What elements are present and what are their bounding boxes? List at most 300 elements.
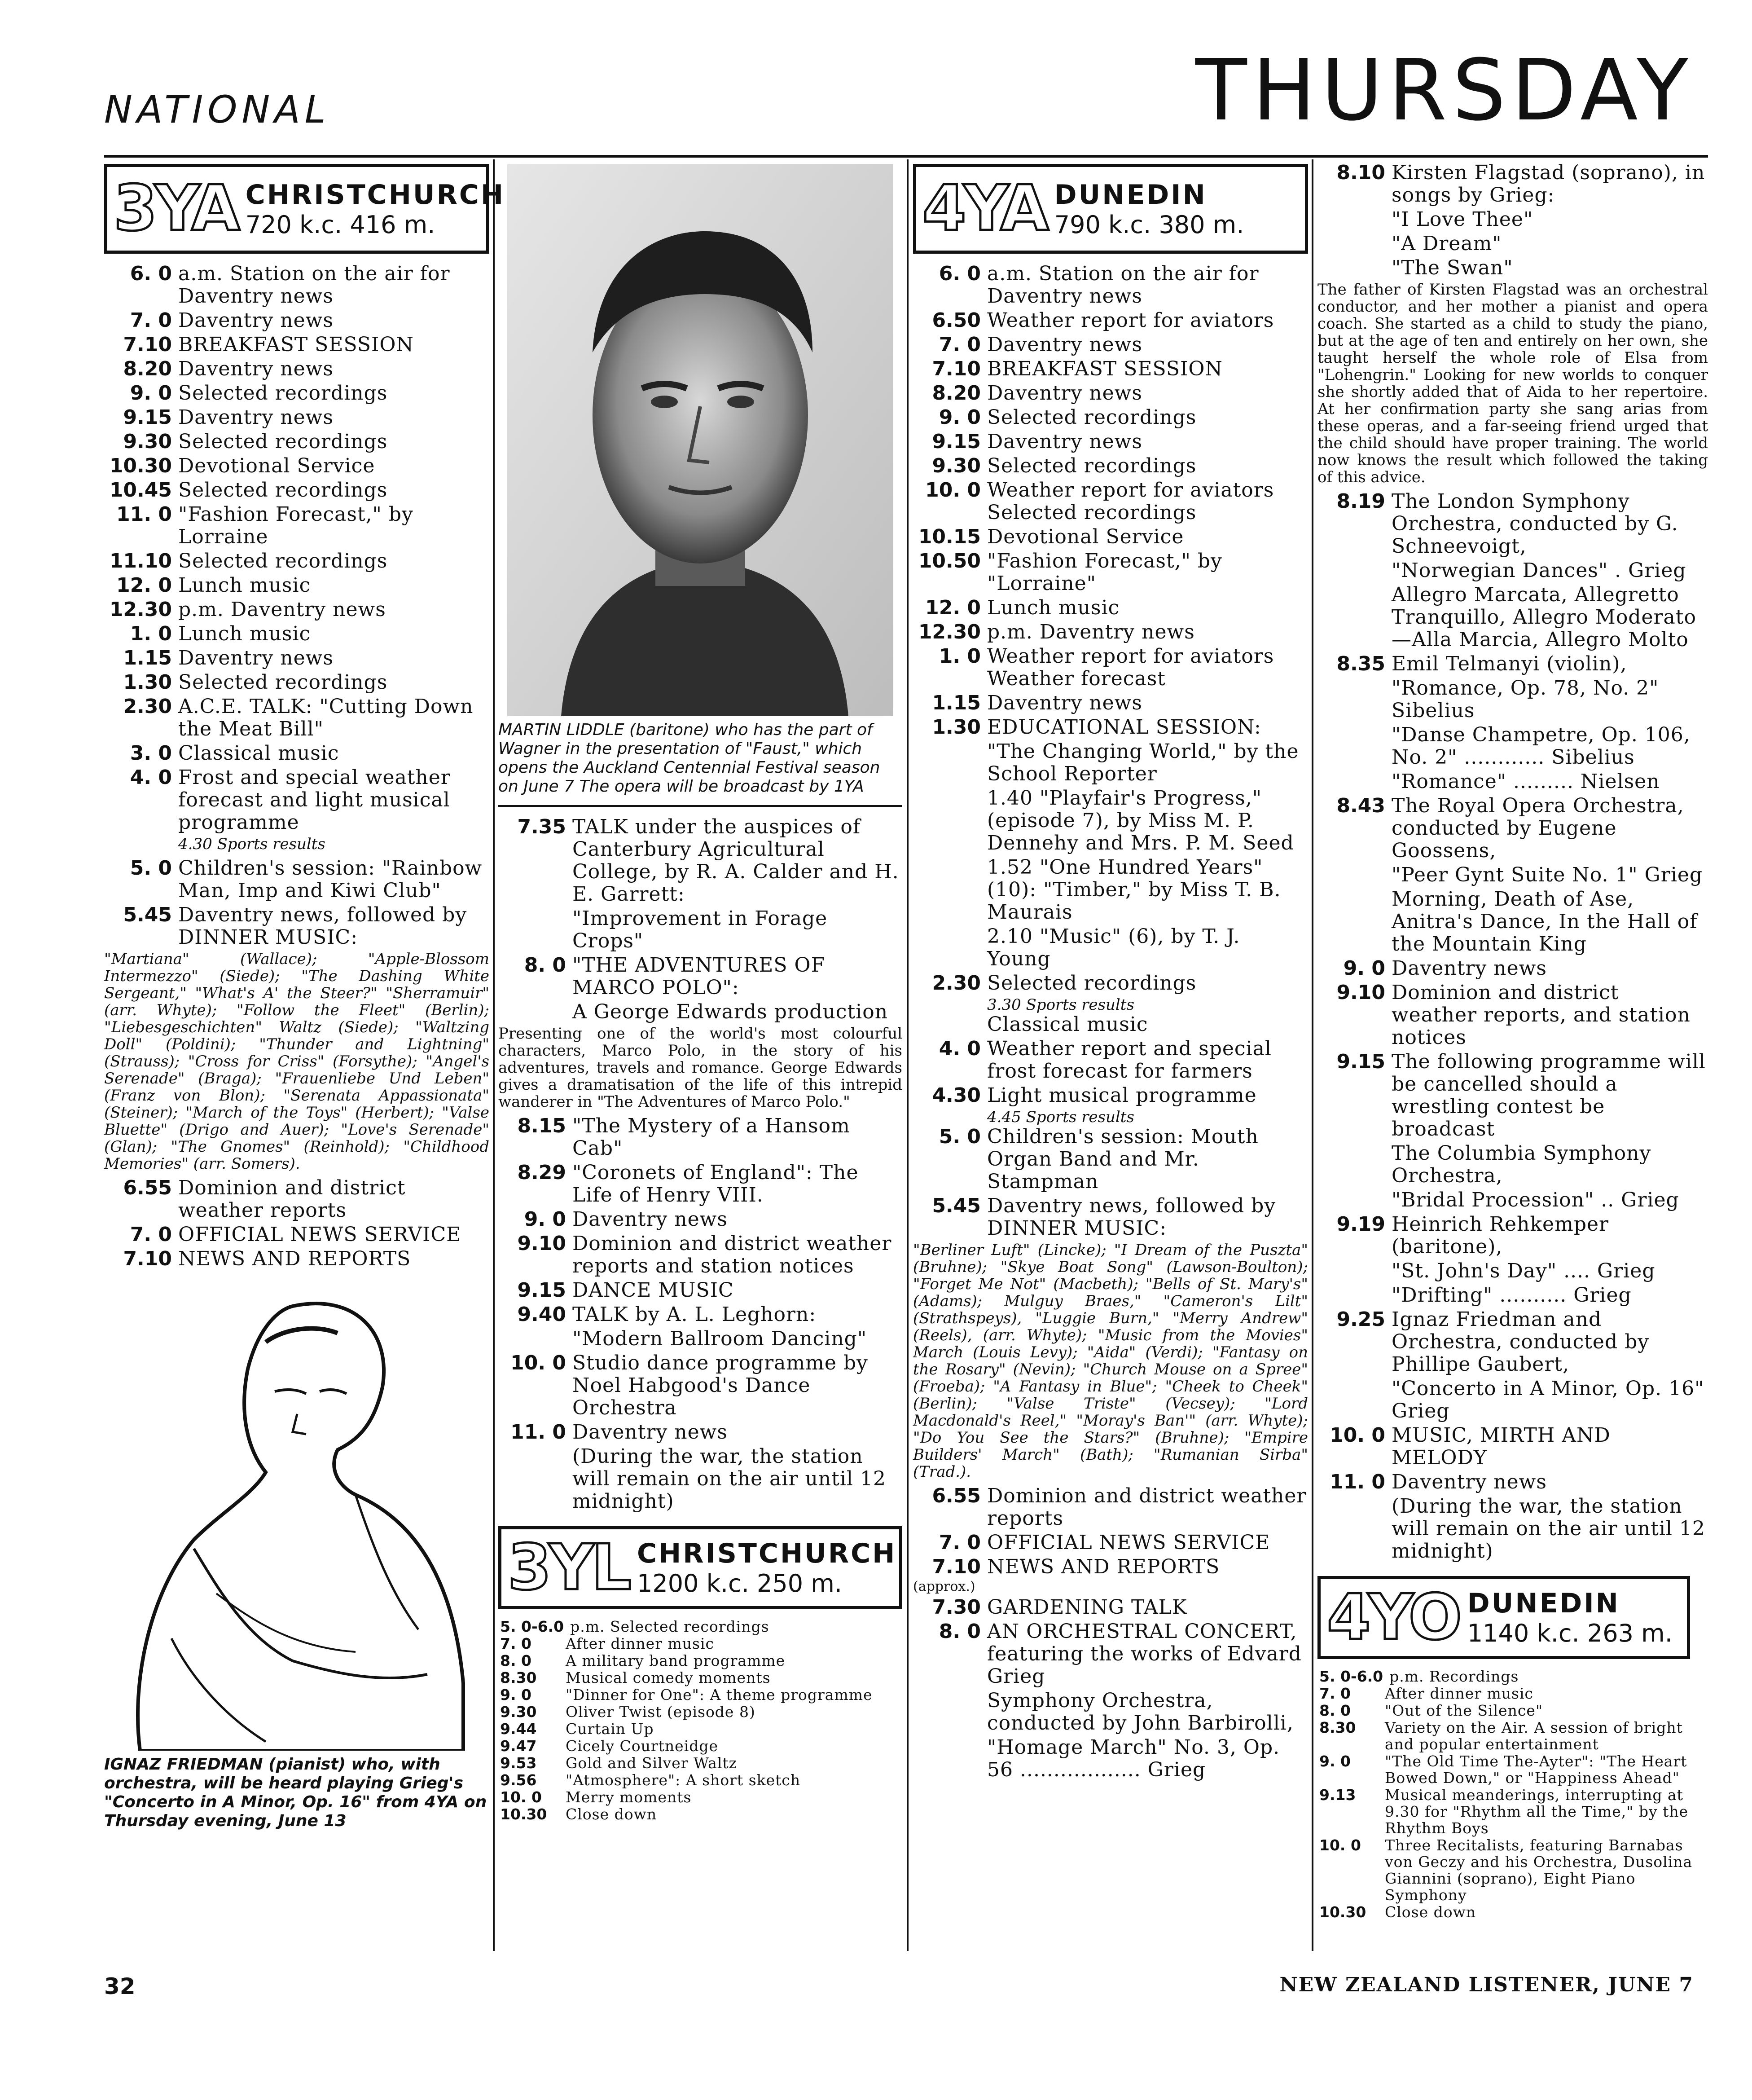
schedule-time: 9. 0 bbox=[500, 1686, 531, 1704]
schedule-time: 8. 0 bbox=[500, 1652, 531, 1669]
schedule-time: 8.10 bbox=[1336, 161, 1385, 184]
schedule-time: 7. 0 bbox=[939, 333, 981, 356]
schedule-time: 7. 0 bbox=[130, 309, 172, 332]
schedule-row bbox=[1317, 724, 1708, 769]
schedule-row bbox=[1317, 1378, 1708, 1422]
schedule-time: 9.15 bbox=[517, 1279, 566, 1302]
schedule-row bbox=[913, 1532, 1308, 1554]
schedule-row bbox=[913, 1126, 1308, 1193]
schedule-time: 11. 0 bbox=[116, 503, 172, 526]
schedule-row bbox=[913, 856, 1308, 924]
schedule-time: 10. 0 bbox=[500, 1788, 542, 1806]
schedule-time: 5.45 bbox=[932, 1194, 981, 1217]
schedule-time: 7. 0 bbox=[130, 1223, 172, 1246]
schedule-row bbox=[498, 1303, 902, 1326]
schedule-time: 1. 0 bbox=[939, 645, 981, 668]
schedule-item: Daventry news bbox=[178, 357, 334, 380]
schedule-time: 7.10 bbox=[932, 1555, 981, 1578]
schedule-item: EDUCATIONAL SESSION: bbox=[987, 716, 1261, 739]
schedule-row bbox=[498, 1704, 902, 1720]
schedule-time: 9. 0 bbox=[1343, 957, 1385, 980]
station-frequency: 1140 k.c. 263 m. bbox=[1467, 1619, 1673, 1647]
schedule-item: Daventry news bbox=[987, 333, 1142, 356]
schedule-row bbox=[913, 550, 1308, 595]
schedule-row bbox=[498, 1445, 902, 1513]
schedule-time: 9.53 bbox=[500, 1754, 537, 1772]
schedule-row bbox=[498, 1279, 902, 1302]
schedule-item: MUSIC, MIRTH AND MELODY bbox=[1392, 1424, 1611, 1469]
schedule-row bbox=[1317, 162, 1708, 207]
schedule-row bbox=[498, 907, 902, 952]
schedule-time: 8. 0 bbox=[1319, 1702, 1351, 1719]
schedule-item: Weather report for aviators Weather forecast bbox=[987, 645, 1274, 690]
schedule-time: 9.56 bbox=[500, 1771, 537, 1789]
schedule-item: "Improvement in Forage Crops" bbox=[572, 907, 828, 952]
schedule-time bbox=[913, 1690, 987, 1735]
schedule-time: 1. 0 bbox=[130, 622, 172, 645]
schedule-item: 1.52 "One Hundred Years" (10): "Timber," by Miss T. B. Maurais bbox=[987, 856, 1281, 924]
schedule-list bbox=[104, 263, 489, 834]
schedule-row bbox=[1317, 490, 1708, 558]
schedule-time: 9. 0 bbox=[1319, 1752, 1351, 1770]
schedule-item: Gold and Silver Waltz bbox=[566, 1754, 738, 1772]
column-4ya-continued bbox=[1317, 162, 1708, 1921]
schedule-time: 9.30 bbox=[932, 454, 981, 477]
schedule-time bbox=[913, 856, 987, 924]
schedule-time: 9.30 bbox=[500, 1703, 537, 1721]
schedule-time: 1.15 bbox=[932, 691, 981, 714]
schedule-time: 9. 0 bbox=[524, 1208, 566, 1231]
schedule-item: BREAKFAST SESSION bbox=[178, 333, 414, 356]
schedule-item: Musical meanderings, interrupting at 9.30 for "Rhythm all the Time," by the Rhythm Boys bbox=[1385, 1786, 1689, 1837]
schedule-time: 6. 0 bbox=[130, 262, 172, 285]
schedule-time: 9.10 bbox=[517, 1232, 566, 1255]
schedule-item: Close down bbox=[1385, 1903, 1476, 1921]
schedule-item: Heinrich Rehkemper (baritone), bbox=[1392, 1213, 1609, 1258]
schedule-time: 4. 0 bbox=[939, 1037, 981, 1060]
schedule-row bbox=[913, 382, 1308, 405]
schedule-row bbox=[1317, 559, 1708, 582]
schedule-row bbox=[1317, 208, 1708, 231]
station-logo-4yo bbox=[1317, 1576, 1690, 1659]
schedule-row bbox=[498, 954, 902, 999]
schedule-row bbox=[1317, 982, 1708, 1049]
schedule-row bbox=[498, 1162, 902, 1206]
schedule-item: "Dinner for One": A theme programme bbox=[566, 1686, 873, 1704]
schedule-time: 10.50 bbox=[918, 550, 981, 572]
schedule-row bbox=[1317, 1189, 1708, 1211]
schedule-row bbox=[913, 526, 1308, 548]
schedule-item: Weather report for aviators bbox=[987, 309, 1274, 332]
schedule-time: 8.19 bbox=[1336, 490, 1385, 513]
approx-note: (approx.) bbox=[913, 1579, 975, 1594]
schedule-row bbox=[104, 1177, 489, 1222]
schedule-row bbox=[913, 716, 1308, 739]
schedule-item: "Fashion Forecast," by "Lorraine" bbox=[987, 550, 1222, 595]
schedule-time: 9.25 bbox=[1336, 1308, 1385, 1331]
schedule-time: 9.47 bbox=[500, 1737, 537, 1755]
friedman-caption: IGNAZ FRIEDMAN (pianist) who, with orchestra, will be heard playing Grieg's "Concerto in A Minor, Op. 16" from 4YA on Thursday evening, June 13 bbox=[104, 1755, 487, 1830]
schedule-row bbox=[913, 309, 1308, 332]
schedule-row bbox=[913, 263, 1308, 308]
schedule-time bbox=[498, 1328, 572, 1350]
schedule-time: 10.30 bbox=[109, 454, 172, 477]
station-call-sign: 3YA bbox=[114, 172, 237, 245]
schedule-time: 7. 0 bbox=[939, 1531, 981, 1554]
schedule-row bbox=[104, 742, 489, 765]
schedule-item: Selected recordings bbox=[178, 430, 388, 453]
schedule-time: 8.35 bbox=[1336, 652, 1385, 675]
schedule-time: 7.35 bbox=[517, 815, 566, 838]
schedule-row bbox=[498, 1208, 902, 1231]
schedule-item: Weather report and special frost forecast for farmers bbox=[987, 1037, 1272, 1083]
schedule-time bbox=[913, 925, 987, 970]
schedule-list bbox=[913, 1485, 1308, 1578]
schedule-item: A.C.E. TALK: "Cutting Down the Meat Bill" bbox=[178, 695, 474, 740]
schedule-list bbox=[913, 263, 1308, 995]
schedule-row bbox=[498, 1755, 902, 1771]
schedule-item: The London Symphony Orchestra, conducted by G. Schneevoigt, bbox=[1392, 490, 1678, 558]
schedule-row bbox=[913, 1084, 1308, 1107]
schedule-time: 9.44 bbox=[500, 1720, 537, 1738]
schedule-item: p.m. Daventry news bbox=[178, 598, 386, 621]
schedule-row bbox=[104, 479, 489, 502]
schedule-item: Classical music bbox=[178, 742, 339, 765]
schedule-item: The following programme will be cancelled should a wrestling contest be broadcast bbox=[1392, 1050, 1706, 1140]
schedule-item: 1.40 "Playfair's Progress," (episode 7), by Miss M. P. Dennehy and Mrs. P. M. Seed bbox=[987, 787, 1294, 854]
schedule-item: Weather report for aviators Selected recordings bbox=[987, 479, 1274, 524]
schedule-row bbox=[913, 358, 1308, 380]
schedule-row bbox=[498, 1772, 902, 1788]
schedule-item: Close down bbox=[566, 1805, 657, 1823]
schedule-time: 9.10 bbox=[1336, 981, 1385, 1004]
station-call-sign: 4YA bbox=[922, 172, 1046, 245]
schedule-list bbox=[498, 816, 902, 1023]
liddle-caption: MARTIN LIDDLE (baritone) who has the part of Wagner in the presentation of "Faust," which opens the Auckland Centennial Festival season on June 7 The opera will be broadcast by 1YA bbox=[498, 721, 880, 796]
schedule-item: "Bridal Procession" .. Grieg bbox=[1392, 1189, 1679, 1211]
station-city: CHRISTCHURCH bbox=[637, 1538, 897, 1569]
schedule-row bbox=[913, 1038, 1308, 1083]
schedule-time: 8.43 bbox=[1336, 794, 1385, 817]
schedule-item: "Peer Gynt Suite No. 1" Grieg bbox=[1392, 863, 1703, 886]
schedule-time: 10. 0 bbox=[1319, 1836, 1361, 1854]
schedule-time: 10. 0 bbox=[925, 479, 981, 502]
schedule-item: NEWS AND REPORTS bbox=[987, 1555, 1220, 1578]
schedule-row bbox=[1317, 1668, 1708, 1685]
schedule-item: "Out of the Silence" bbox=[1385, 1702, 1543, 1719]
schedule-list bbox=[913, 1013, 1308, 1107]
schedule-item: 2.10 "Music" (6), by T. J. Young bbox=[987, 925, 1240, 970]
schedule-item: Selected recordings bbox=[178, 382, 388, 405]
schedule-row bbox=[104, 857, 489, 902]
top-rule bbox=[104, 155, 1708, 158]
schedule-time bbox=[498, 1001, 572, 1023]
schedule-time: 2.30 bbox=[932, 972, 981, 995]
schedule-row bbox=[1317, 584, 1708, 651]
schedule-time: 6.50 bbox=[932, 309, 981, 332]
schedule-row bbox=[104, 550, 489, 572]
schedule-item: "St. John's Day" .... Grieg bbox=[1392, 1259, 1655, 1282]
schedule-row bbox=[1317, 677, 1708, 722]
schedule-time: 10.30 bbox=[1319, 1903, 1366, 1921]
schedule-time bbox=[1317, 584, 1392, 651]
schedule-time bbox=[913, 1736, 987, 1781]
station-city: DUNEDIN bbox=[1054, 179, 1207, 211]
schedule-time: 6.55 bbox=[932, 1484, 981, 1507]
schedule-item: Selected recordings bbox=[987, 406, 1197, 429]
schedule-item: Selected recordings bbox=[178, 671, 388, 694]
schedule-row bbox=[1317, 864, 1708, 886]
schedule-row bbox=[498, 1635, 902, 1652]
schedule-item: "Fashion Forecast," by Lorraine bbox=[178, 503, 413, 548]
schedule-time bbox=[1317, 208, 1392, 231]
schedule-row bbox=[1317, 257, 1708, 279]
schedule-time: 10.30 bbox=[500, 1805, 547, 1823]
schedule-row bbox=[913, 692, 1308, 714]
schedule-row bbox=[1317, 1051, 1708, 1140]
schedule-row bbox=[498, 1352, 902, 1419]
schedule-item: Oliver Twist (episode 8) bbox=[566, 1703, 755, 1721]
schedule-row bbox=[1317, 957, 1708, 980]
schedule-item: "Coronets of England": The Life of Henry VIII. bbox=[572, 1161, 859, 1206]
schedule-item: BREAKFAST SESSION bbox=[987, 357, 1223, 380]
schedule-item: Daventry news bbox=[572, 1421, 728, 1444]
schedule-time bbox=[913, 1013, 987, 1036]
schedule-list-small bbox=[1317, 1668, 1708, 1920]
schedule-time: 9. 0 bbox=[939, 406, 981, 429]
schedule-row bbox=[913, 597, 1308, 619]
sports-note: 4.45 Sports results bbox=[987, 1108, 1134, 1126]
schedule-item: Light musical programme bbox=[987, 1084, 1257, 1107]
schedule-item: OFFICIAL NEWS SERVICE bbox=[178, 1223, 461, 1246]
schedule-time: 2.30 bbox=[123, 695, 172, 718]
schedule-item: "Romance, Op. 78, No. 2" Sibelius bbox=[1392, 677, 1659, 722]
schedule-item: Frost and special weather forecast and light musical programme bbox=[178, 766, 451, 834]
schedule-item: Daventry news bbox=[178, 647, 334, 669]
schedule-item: "A Dream" bbox=[1392, 232, 1502, 255]
schedule-row bbox=[913, 925, 1308, 970]
schedule-time: 9. 0 bbox=[130, 382, 172, 405]
schedule-row bbox=[104, 406, 489, 429]
schedule-row bbox=[913, 1485, 1308, 1530]
schedule-time: 9.19 bbox=[1336, 1213, 1385, 1236]
schedule-row bbox=[1317, 1424, 1708, 1469]
schedule-item: Selected recordings bbox=[178, 479, 388, 502]
schedule-time: 5.45 bbox=[123, 903, 172, 926]
schedule-item: After dinner music bbox=[566, 1635, 715, 1652]
schedule-item: Selected recordings bbox=[987, 972, 1197, 995]
schedule-row bbox=[1317, 1904, 1708, 1920]
schedule-time: 8. 0 bbox=[524, 954, 566, 977]
schedule-list bbox=[913, 1126, 1308, 1240]
schedule-item: Daventry news, followed by DINNER MUSIC: bbox=[178, 903, 467, 949]
schedule-row bbox=[1317, 1685, 1708, 1702]
schedule-item: Variety on the Air. A session of bright and popular entertainment bbox=[1385, 1719, 1683, 1753]
schedule-row bbox=[913, 406, 1308, 429]
schedule-row bbox=[913, 455, 1308, 477]
station-city: CHRISTCHURCH bbox=[245, 179, 505, 211]
schedule-row bbox=[913, 1556, 1308, 1578]
schedule-item: DANCE MUSIC bbox=[572, 1279, 734, 1302]
schedule-item: Kirsten Flagstad (soprano), in songs by Grieg: bbox=[1392, 161, 1705, 207]
marco-polo-note: Presenting one of the world's most colourful characters, Marco Polo, in the story of his adventures, travels and romance. George Edwards gives a dramatisation of the life of this intrepid wanderer in "The Adventures of Marco Polo." bbox=[498, 1025, 902, 1111]
column-3ya-continued bbox=[498, 164, 902, 1823]
schedule-item: Lunch music bbox=[987, 596, 1120, 619]
schedule-time bbox=[913, 740, 987, 785]
schedule-item: Merry moments bbox=[566, 1788, 692, 1806]
schedule-item: "The Old Time The-Ayter": "The Heart Bowed Down," or "Happiness Ahead" bbox=[1385, 1752, 1687, 1787]
schedule-row bbox=[1317, 233, 1708, 255]
schedule-item: The Royal Opera Orchestra, conducted by Eugene Goossens, bbox=[1392, 794, 1684, 862]
schedule-list bbox=[913, 1596, 1308, 1781]
schedule-time: 9.15 bbox=[123, 406, 172, 429]
schedule-row bbox=[498, 1686, 902, 1703]
station-logo-3yl bbox=[498, 1526, 902, 1609]
schedule-item: Morning, Death of Ase, Anitra's Dance, In the Hall of the Mountain King bbox=[1392, 888, 1698, 955]
schedule-row bbox=[498, 1652, 902, 1669]
schedule-time: 7.10 bbox=[932, 357, 981, 380]
schedule-item: Daventry news bbox=[987, 691, 1142, 714]
schedule-row bbox=[498, 1001, 902, 1023]
schedule-row bbox=[1317, 1787, 1708, 1836]
schedule-time bbox=[1317, 1378, 1392, 1422]
schedule-item: "THE ADVENTURES OF MARCO POLO": bbox=[572, 954, 826, 999]
schedule-row bbox=[104, 671, 489, 694]
schedule-item: "Homage March" No. 3, Op. 56 .................. Grieg bbox=[987, 1736, 1280, 1781]
schedule-row bbox=[913, 645, 1308, 690]
schedule-item: Selected recordings bbox=[178, 550, 388, 572]
schedule-row bbox=[498, 1738, 902, 1754]
schedule-time: 5. 0-6.0 bbox=[500, 1618, 564, 1635]
schedule-time bbox=[1317, 677, 1392, 722]
sports-note: 4.30 Sports results bbox=[178, 835, 325, 853]
schedule-list bbox=[498, 1115, 902, 1513]
schedule-row bbox=[913, 621, 1308, 643]
schedule-item: Dominion and district weather reports and station notices bbox=[572, 1232, 892, 1277]
schedule-row bbox=[1317, 1702, 1708, 1719]
schedule-item: "Drifting" .......... Grieg bbox=[1392, 1284, 1632, 1307]
schedule-item: a.m. Station on the air for Daventry news bbox=[987, 262, 1259, 308]
schedule-row bbox=[498, 1618, 902, 1635]
schedule-time: 11.10 bbox=[109, 550, 172, 572]
schedule-row bbox=[498, 1789, 902, 1805]
schedule-time bbox=[1317, 1495, 1392, 1563]
publication-footer: NEW ZEALAND LISTENER, JUNE 7 bbox=[1279, 1973, 1694, 1996]
schedule-item: "The Changing World," by the School Reporter bbox=[987, 740, 1299, 785]
schedule-item: Musical comedy moments bbox=[566, 1669, 771, 1686]
schedule-time: 3. 0 bbox=[130, 742, 172, 765]
station-logo-3ya bbox=[104, 164, 505, 254]
station-call-sign: 3YL bbox=[508, 1531, 629, 1604]
section-label: NATIONAL bbox=[104, 88, 330, 132]
schedule-item: a.m. Station on the air for Daventry news bbox=[178, 262, 450, 308]
schedule-item: "Atmosphere": A short sketch bbox=[566, 1771, 801, 1789]
schedule-item: Ignaz Friedman and Orchestra, conducted by Phillipe Gaubert, bbox=[1392, 1308, 1650, 1376]
schedule-time: 6.55 bbox=[123, 1176, 172, 1199]
schedule-row bbox=[913, 1736, 1308, 1781]
schedule-time bbox=[1317, 1189, 1392, 1211]
schedule-item: p.m. Recordings bbox=[1389, 1668, 1519, 1685]
schedule-time: 4. 0 bbox=[130, 766, 172, 789]
day-heading: THURSDAY bbox=[1195, 41, 1694, 140]
schedule-row bbox=[104, 766, 489, 834]
schedule-item: Daventry news bbox=[987, 430, 1142, 453]
schedule-row bbox=[1317, 1837, 1708, 1903]
schedule-row bbox=[1317, 1284, 1708, 1307]
liddle-photo bbox=[507, 164, 893, 716]
schedule-item: Curtain Up bbox=[566, 1720, 654, 1738]
schedule-item: Three Recitalists, featuring Barnabas von Geczy and his Orchestra, Dusolina Giannini (soprano), Eight Piano Symphony bbox=[1385, 1836, 1693, 1904]
schedule-time: 7. 0 bbox=[500, 1635, 531, 1652]
schedule-row bbox=[913, 740, 1308, 785]
schedule-item: The Columbia Symphony Orchestra, bbox=[1392, 1142, 1651, 1187]
schedule-row bbox=[913, 972, 1308, 995]
schedule-list-small bbox=[498, 1618, 902, 1823]
schedule-row bbox=[498, 1806, 902, 1823]
schedule-row bbox=[913, 1013, 1308, 1036]
schedule-time: 1.15 bbox=[123, 647, 172, 669]
column-3ya bbox=[104, 164, 505, 1842]
schedule-time: 4.30 bbox=[932, 1084, 981, 1107]
schedule-time: 12.30 bbox=[918, 621, 981, 643]
schedule-time: 8.20 bbox=[932, 382, 981, 405]
schedule-item: Daventry news, followed by DINNER MUSIC: bbox=[987, 1194, 1276, 1240]
column-4ya bbox=[913, 164, 1308, 1783]
schedule-row bbox=[104, 309, 489, 332]
schedule-row bbox=[1317, 770, 1708, 793]
schedule-time bbox=[1317, 257, 1392, 279]
schedule-item: A George Edwards production bbox=[572, 1000, 888, 1023]
schedule-row bbox=[104, 455, 489, 477]
schedule-time bbox=[1317, 1142, 1392, 1187]
schedule-item: Daventry news bbox=[178, 309, 334, 332]
schedule-item: "The Swan" bbox=[1392, 256, 1513, 279]
schedule-item: A military band programme bbox=[566, 1652, 786, 1669]
schedule-item: Studio dance programme by Noel Habgood's Dance Orchestra bbox=[572, 1352, 868, 1419]
schedule-time: 8.29 bbox=[517, 1161, 566, 1184]
station-city: DUNEDIN bbox=[1467, 1588, 1620, 1619]
schedule-time: 1.30 bbox=[123, 671, 172, 694]
schedule-time: 12. 0 bbox=[116, 574, 172, 597]
schedule-item: Dominion and district weather reports, and station notices bbox=[1392, 981, 1691, 1049]
station-frequency: 1200 k.c. 250 m. bbox=[637, 1569, 843, 1598]
station-frequency: 790 k.c. 380 m. bbox=[1054, 210, 1244, 239]
schedule-row bbox=[104, 1248, 489, 1270]
schedule-time: 9.15 bbox=[932, 430, 981, 453]
schedule-row bbox=[104, 599, 489, 621]
flagstad-note: The father of Kirsten Flagstad was an orchestral conductor, and her mother a pianist and opera coach. She started as a child to study the piano, but at the age of ten and entirely on her own, she taught herself the whole role of Elsa from "Lohengrin." Looking for new worlds to conquer she shortly added that of Aida to her repertoire. At her confirmation party she sang arias from these operas, and a far-seeing friend urged that the child should have proper training. The world now knows the result which followed the taking of this advice. bbox=[1317, 281, 1708, 486]
schedule-item: "Concerto in A Minor, Op. 16" Grieg bbox=[1392, 1377, 1704, 1422]
schedule-time: 10.45 bbox=[109, 479, 172, 502]
column-divider bbox=[493, 159, 495, 1951]
schedule-row bbox=[104, 334, 489, 356]
schedule-item: Cicely Courtneidge bbox=[566, 1737, 719, 1755]
schedule-row bbox=[1317, 1308, 1708, 1376]
schedule-row bbox=[1317, 1260, 1708, 1282]
schedule-row bbox=[913, 1620, 1308, 1688]
column-divider bbox=[907, 159, 909, 1951]
schedule-item: Lunch music bbox=[178, 622, 311, 645]
schedule-row bbox=[498, 1115, 902, 1160]
schedule-row bbox=[913, 1195, 1308, 1240]
schedule-row bbox=[104, 431, 489, 453]
schedule-time: 7. 0 bbox=[1319, 1685, 1351, 1702]
sports-note: 3.30 Sports results bbox=[987, 996, 1134, 1014]
schedule-time: 5. 0-6.0 bbox=[1319, 1668, 1383, 1685]
schedule-time bbox=[1317, 770, 1392, 793]
schedule-time bbox=[1317, 1284, 1392, 1307]
schedule-item: AN ORCHESTRAL CONCERT, featuring the works of Edvard Grieg bbox=[987, 1620, 1302, 1688]
